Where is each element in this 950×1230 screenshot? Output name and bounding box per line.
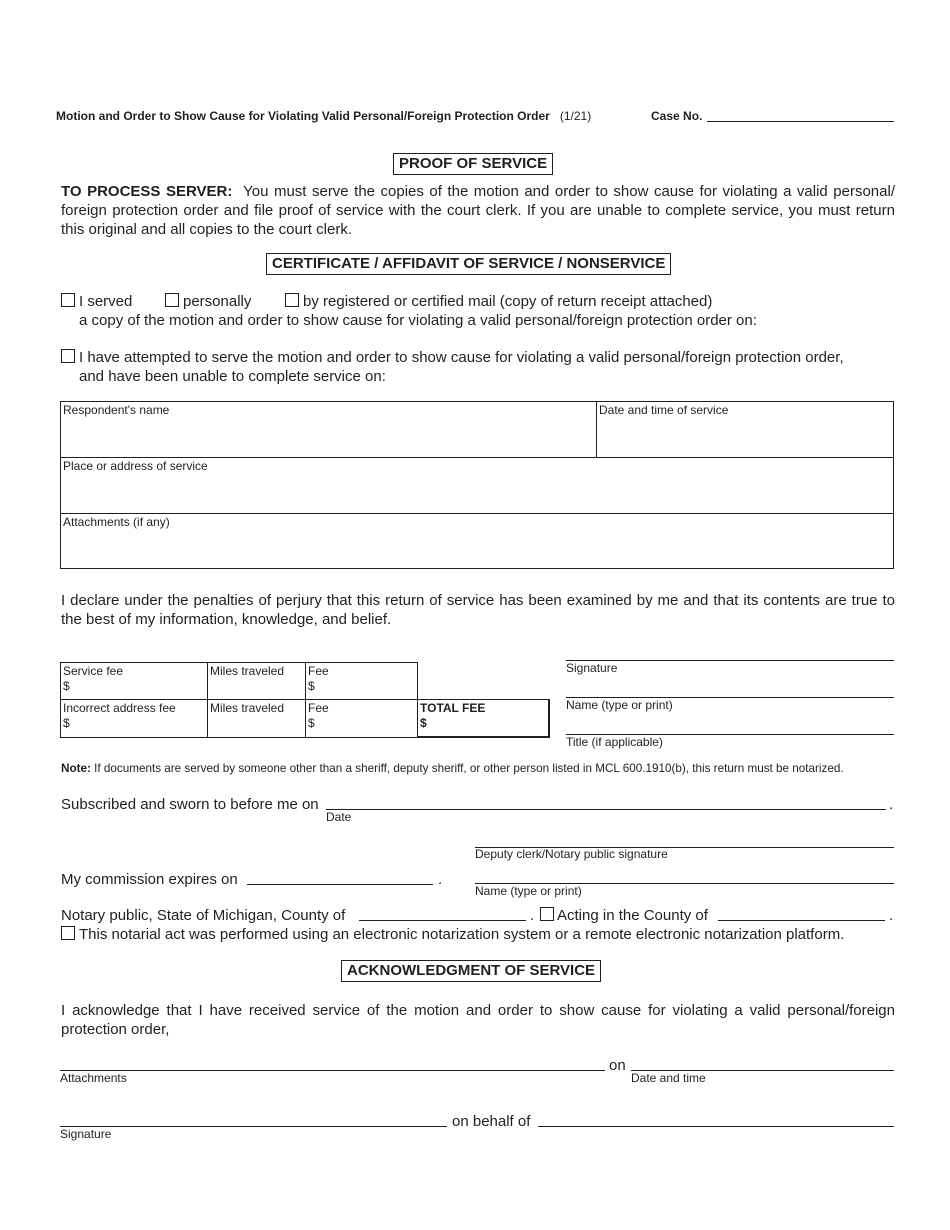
period: .: [438, 871, 443, 888]
signature-label: Signature: [566, 661, 618, 675]
note-label: Note:: [61, 762, 91, 775]
subscribed-label: Subscribed and sworn to before me on: [61, 796, 319, 813]
title-label: Title (if applicable): [566, 735, 663, 749]
ack-attachments-line[interactable]: [60, 1070, 605, 1071]
form-header: [56, 109, 591, 123]
acknowledgment-title: ACKNOWLEDGMENT OF SERVICE: [341, 960, 601, 982]
mail-label: by registered or certified mail (copy of return receipt attached): [303, 293, 713, 310]
respondent-name-field[interactable]: [60, 401, 597, 458]
attempted-description: and have been unable to complete service on:: [79, 368, 386, 385]
served-label: I served: [79, 293, 133, 310]
acting-county-line[interactable]: [718, 920, 885, 921]
incorrect-address-fee-field[interactable]: [60, 699, 208, 738]
fee-field[interactable]: [305, 662, 418, 700]
place-of-service-field[interactable]: [60, 457, 894, 514]
fee-label: Fee: [308, 664, 329, 678]
attachments-field[interactable]: [60, 513, 894, 569]
process-server-label: TO PROCESS SERVER:: [61, 183, 233, 200]
respondent-name-label: Respondent's name: [63, 403, 170, 417]
case-no-field[interactable]: [707, 121, 894, 122]
period: .: [889, 796, 894, 813]
acting-county-checkbox[interactable]: [540, 907, 554, 921]
form-version: (1/21): [559, 109, 592, 123]
on-behalf-of-line[interactable]: [538, 1126, 894, 1127]
proof-of-service-title: PROOF OF SERVICE: [393, 153, 553, 175]
total-fee-field[interactable]: [417, 699, 550, 738]
mail-checkbox[interactable]: [285, 293, 299, 307]
case-no-label: Case No.: [651, 109, 703, 123]
name-label: Name (type or print): [566, 698, 673, 712]
commission-label: My commission expires on: [61, 871, 238, 888]
ack-attachments-label: Attachments: [60, 1071, 127, 1085]
miles-traveled-field-2[interactable]: [207, 699, 306, 738]
attempted-checkbox[interactable]: [61, 349, 75, 363]
served-checkbox[interactable]: [61, 293, 75, 307]
dollar-sign: $: [308, 716, 315, 730]
dollar-sign: $: [63, 679, 70, 693]
note-text: If documents are served by someone other than a sheriff, deputy sheriff, or other person listed in MCL 600.1910(b), this return must be notarized.: [94, 762, 844, 775]
miles-traveled-label: Miles traveled: [210, 701, 285, 715]
ack-date-time-label: Date and time: [631, 1071, 706, 1085]
miles-traveled-label: Miles traveled: [210, 664, 285, 678]
date-label: Date: [326, 810, 352, 824]
form-title: Motion and Order to Show Cause for Violating Valid Personal/Foreign Protection Order: [56, 109, 550, 123]
notarization-note: [61, 762, 844, 776]
service-fee-field[interactable]: [60, 662, 208, 700]
incorrect-address-fee-label: Incorrect address fee: [63, 701, 176, 715]
service-fee-label: Service fee: [63, 664, 124, 678]
miles-traveled-field[interactable]: [207, 662, 306, 700]
on-label: on: [609, 1057, 626, 1074]
fee-table-divider: [417, 662, 419, 700]
ack-signature-label: Signature: [60, 1127, 112, 1141]
commission-date-line[interactable]: [247, 884, 433, 885]
period: .: [889, 907, 894, 924]
attempted-label: I have attempted to serve the motion and order to show cause for violating a valid personal/foreign protection order,: [79, 349, 844, 366]
attachments-label: Attachments (if any): [63, 515, 170, 529]
acting-county-label: Acting in the County of: [557, 907, 708, 924]
process-server-instructions: [61, 182, 895, 239]
county-line[interactable]: [359, 920, 526, 921]
date-time-service-field[interactable]: [596, 401, 894, 458]
on-behalf-of-label: on behalf of: [452, 1113, 531, 1130]
county-label: Notary public, State of Michigan, County of: [61, 907, 346, 924]
subscribed-date-line[interactable]: [326, 809, 886, 810]
dollar-sign: $: [308, 679, 315, 693]
personally-checkbox[interactable]: [165, 293, 179, 307]
certificate-title: CERTIFICATE / AFFIDAVIT OF SERVICE / NONSERVICE: [266, 253, 671, 275]
electronic-notarization-label: This notarial act was performed using an electronic notarization system or a remote electronic notarization platform.: [79, 926, 845, 943]
electronic-notarization-checkbox[interactable]: [61, 926, 75, 940]
date-time-service-label: Date and time of service: [599, 403, 729, 417]
process-server-text: You must serve the copies of the motion and order to show cause for violating a valid personal/ foreign protection order and file proof of service with the court clerk. If you are unable to complete service, you must return this original and all copies to the court clerk.: [61, 183, 895, 238]
acknowledgment-text: I acknowledge that I have received service of the motion and order to show cause for violating a valid personal/foreign protection order,: [61, 1002, 895, 1038]
fee-field-2[interactable]: [305, 699, 418, 738]
personally-label: personally: [183, 293, 252, 310]
dollar-sign: $: [63, 716, 70, 730]
perjury-declaration: I declare under the penalties of perjury that this return of service has been examined by me and that its contents are true to the best of my information, knowledge, and belief.: [61, 592, 895, 628]
deputy-signature-label: Deputy clerk/Notary public signature: [475, 847, 668, 861]
place-of-service-label: Place or address of service: [63, 459, 208, 473]
fee-label: Fee: [308, 701, 329, 715]
notary-name-label: Name (type or print): [475, 884, 582, 898]
period: .: [530, 907, 535, 924]
dollar-sign: $: [420, 716, 427, 730]
served-description: a copy of the motion and order to show cause for violating a valid personal/foreign protection order on:: [79, 312, 757, 329]
ack-signature-line[interactable]: [60, 1126, 447, 1127]
total-fee-label: TOTAL FEE: [420, 701, 486, 715]
